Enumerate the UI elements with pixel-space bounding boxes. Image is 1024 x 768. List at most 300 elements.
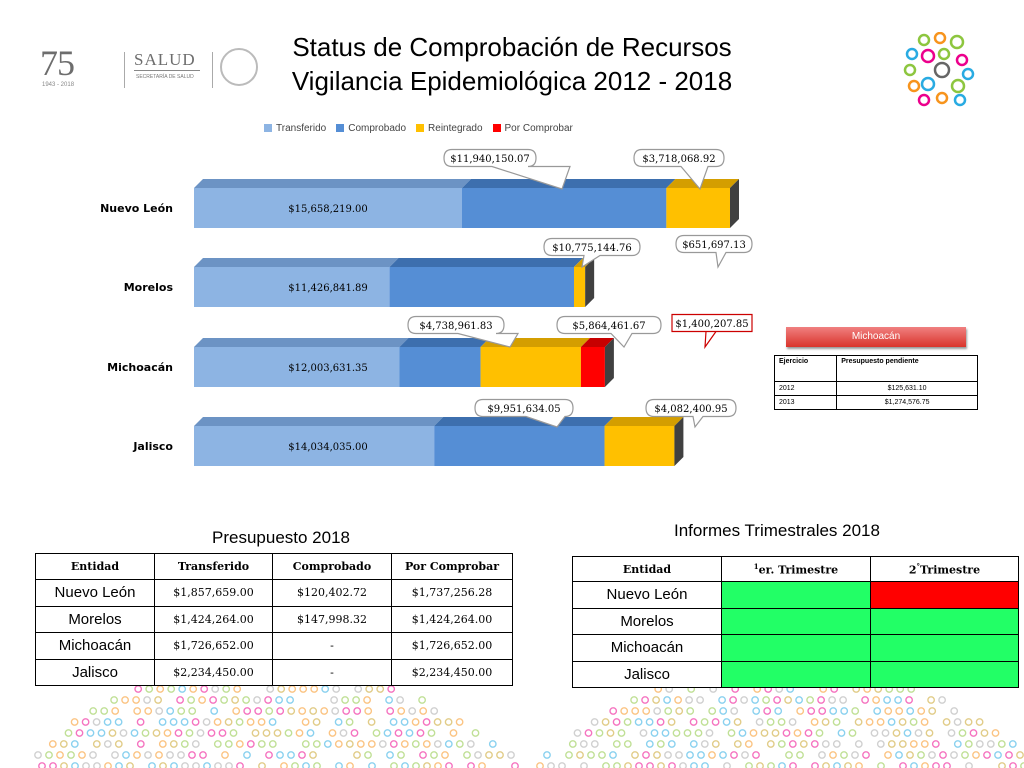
data-label: $651,697.13 — [682, 240, 746, 251]
decor-dot — [188, 697, 194, 703]
decor-dot — [812, 741, 818, 747]
decor-dot — [643, 708, 649, 714]
decor-dot — [237, 763, 243, 768]
decor-dot — [943, 719, 949, 725]
transferido-cell: $2,234,450.00 — [155, 659, 273, 686]
decor-dot — [581, 741, 587, 747]
table-header-row — [775, 356, 978, 382]
decor-dot — [179, 686, 185, 692]
decor-dot — [761, 730, 767, 736]
comprobado-cell: - — [273, 633, 392, 660]
decor-dot — [944, 763, 950, 768]
decor-dot — [833, 719, 839, 725]
decor-dot — [160, 741, 166, 747]
decor-dot — [401, 719, 407, 725]
decor-dot — [907, 708, 913, 714]
decor-dot — [226, 763, 232, 768]
legend-label: Comprobado — [348, 122, 407, 134]
status-cell — [871, 661, 1019, 688]
entidad-cell: Michoacán — [36, 633, 155, 660]
decor-dot — [390, 719, 396, 725]
decor-dot — [669, 741, 675, 747]
decor-dot — [263, 730, 269, 736]
decor-dot — [805, 730, 811, 736]
decor-dot — [111, 697, 117, 703]
decor-dot — [834, 741, 840, 747]
decor-dot — [210, 697, 216, 703]
decor-dot — [87, 730, 93, 736]
decor-dot — [431, 708, 437, 714]
comprobado-cell: - — [273, 659, 392, 686]
decor-dot — [724, 763, 730, 768]
decor-dot — [368, 719, 374, 725]
decor-dot — [322, 686, 328, 692]
decor-dot — [215, 763, 221, 768]
decor-dot — [347, 763, 353, 768]
decor-dot — [243, 697, 249, 703]
decor-dot — [395, 730, 401, 736]
entidad-cell: Morelos — [36, 606, 155, 633]
decor-dot — [746, 763, 752, 768]
decor-dot — [977, 741, 983, 747]
decor-dot — [208, 730, 214, 736]
decor-dot — [270, 741, 276, 747]
decor-dot — [668, 719, 674, 725]
decor-dot — [559, 763, 565, 768]
page-title-line2: Vigilancia Epidemiológica 2012 - 2018 — [291, 66, 733, 96]
decor-dot — [178, 752, 184, 758]
decor-dot — [741, 697, 747, 703]
decor-dot — [109, 730, 115, 736]
decor-dot — [819, 708, 825, 714]
decor-dot — [475, 752, 481, 758]
amount-cell: $125,631.10 — [837, 382, 978, 396]
decor-dot — [138, 741, 144, 747]
decor-dot — [343, 708, 349, 714]
decor-dot — [709, 752, 715, 758]
decor-dot — [39, 763, 45, 768]
decor-dot — [160, 763, 166, 768]
decor-dot — [818, 697, 824, 703]
decor-dot — [742, 752, 748, 758]
decor-dot — [720, 708, 726, 714]
decor-dot — [230, 730, 236, 736]
decor-dot — [413, 741, 419, 747]
decor-dot — [157, 686, 163, 692]
decor-dot — [259, 763, 265, 768]
decor-dot — [992, 730, 998, 736]
decor-dot — [127, 763, 133, 768]
decor-dot — [830, 752, 836, 758]
decor-dot — [445, 719, 451, 725]
decor-dot — [999, 763, 1005, 768]
decor-dot — [911, 763, 917, 768]
decor-dot — [635, 719, 641, 725]
decor-dot — [691, 763, 697, 768]
column-header: Comprobado — [273, 554, 392, 580]
decor-dot — [332, 708, 338, 714]
decor-dot — [171, 763, 177, 768]
decor-dot — [731, 752, 737, 758]
decor-dot — [406, 730, 412, 736]
legend-label: Transferido — [276, 122, 327, 134]
decor-dot — [365, 708, 371, 714]
decor-dot — [94, 763, 100, 768]
decor-dot — [885, 708, 891, 714]
decor-dot — [340, 730, 346, 736]
decor-dot — [874, 708, 880, 714]
decor-dot — [171, 741, 177, 747]
decor-dot — [915, 730, 921, 736]
decor-dot — [347, 741, 353, 747]
decor-dot — [46, 752, 52, 758]
category-label: Morelos — [123, 281, 173, 294]
data-label: $5,864,461.67 — [572, 321, 646, 332]
decor-dot — [76, 730, 82, 736]
decor-dot — [269, 719, 275, 725]
decor-dot — [314, 763, 320, 768]
decor-dot — [65, 730, 71, 736]
michoacan-pending-table — [774, 355, 978, 410]
decor-dot — [631, 697, 637, 703]
column-header: Entidad — [573, 557, 722, 582]
decor-dot — [93, 719, 99, 725]
por-comprobar-cell: $1,726,652.00 — [392, 633, 513, 660]
decor-dot — [112, 708, 118, 714]
decor-dot — [863, 752, 869, 758]
decor-dot — [653, 697, 659, 703]
entidad-cell: Michoacán — [573, 635, 722, 662]
informes-title: Informes Trimestrales 2018 — [674, 521, 880, 540]
legend-label: Por Comprobar — [504, 122, 573, 134]
decor-dot — [50, 741, 56, 747]
table-row — [573, 608, 1019, 635]
decor-dot — [346, 719, 352, 725]
decor-dot — [588, 752, 594, 758]
decor-dot — [654, 752, 660, 758]
decor-dot — [302, 719, 308, 725]
legend-label: Reintegrado — [428, 122, 483, 134]
decor-dot — [706, 730, 712, 736]
column-header: Entidad — [36, 554, 155, 580]
decor-dot — [384, 730, 390, 736]
decor-dot — [866, 719, 872, 725]
decor-dot — [684, 730, 690, 736]
decor-dot — [490, 741, 496, 747]
decor-dot — [387, 708, 393, 714]
category-label: Jalisco — [133, 440, 173, 453]
decor-dot — [299, 708, 305, 714]
decor-dot — [581, 763, 587, 768]
decor-dot — [768, 763, 774, 768]
table-row — [573, 661, 1019, 688]
decor-dot — [353, 697, 359, 703]
transferido-cell: $1,857,659.00 — [155, 580, 273, 607]
decor-dot — [922, 763, 928, 768]
decor-dot — [877, 719, 883, 725]
category-label: Nuevo León — [100, 202, 173, 215]
year-cell: 2013 — [775, 396, 837, 410]
decor-dot — [911, 741, 917, 747]
decor-dot — [829, 697, 835, 703]
decor-dot — [233, 708, 239, 714]
decor-dot — [135, 686, 141, 692]
decor-dot — [852, 752, 858, 758]
column-header: 2°Trimestre — [871, 557, 1019, 582]
transferido-cell: $1,726,652.00 — [155, 633, 273, 660]
decor-dot — [94, 741, 100, 747]
decor-dot — [731, 708, 737, 714]
decor-dot — [307, 730, 313, 736]
bar-segment — [399, 347, 480, 387]
decor-dot — [281, 763, 287, 768]
decor-dot — [468, 763, 474, 768]
decor-dot — [713, 741, 719, 747]
decor-dot — [289, 686, 295, 692]
data-label: $14,034,035.00 — [288, 442, 368, 453]
decor-dot — [120, 730, 126, 736]
decor-dot — [435, 741, 441, 747]
decor-dot — [973, 752, 979, 758]
status-cell — [871, 582, 1019, 609]
decor-dot — [90, 708, 96, 714]
decor-dot — [201, 686, 207, 692]
decor-dot — [300, 686, 306, 692]
decor-dot — [214, 719, 220, 725]
decor-dot — [647, 763, 653, 768]
data-label: $1,400,207.85 — [675, 319, 749, 330]
status-cell — [722, 635, 871, 662]
decor-dot — [354, 752, 360, 758]
data-label: $4,738,961.83 — [419, 321, 493, 332]
decor-dot — [933, 763, 939, 768]
decor-dot — [199, 697, 205, 703]
decor-dot — [314, 741, 320, 747]
decor-dot — [397, 697, 403, 703]
decor-dot — [548, 763, 554, 768]
decor-dot — [420, 752, 426, 758]
table-row — [36, 633, 513, 660]
decor-dot — [333, 686, 339, 692]
decor-dot — [928, 697, 934, 703]
decor-dot — [816, 730, 822, 736]
decor-dot — [763, 697, 769, 703]
decor-dot — [669, 763, 675, 768]
decor-dot — [144, 697, 150, 703]
decor-dot — [1010, 741, 1016, 747]
decor-dot — [342, 697, 348, 703]
decor-dot — [355, 686, 361, 692]
decor-dot — [193, 763, 199, 768]
decor-dot — [265, 697, 271, 703]
decor-dot — [614, 763, 620, 768]
decor-dot — [907, 752, 913, 758]
decor-dot — [767, 719, 773, 725]
decor-dot — [133, 697, 139, 703]
bar-segment — [462, 188, 666, 228]
decor-dot — [72, 763, 78, 768]
decor-dot — [797, 708, 803, 714]
entidad-cell: Nuevo León — [36, 580, 155, 607]
decor-dot — [278, 686, 284, 692]
decor-dot — [774, 697, 780, 703]
table-row — [36, 659, 513, 686]
decor-dot — [955, 741, 961, 747]
bar-top-face — [605, 417, 684, 426]
category-label: Michoacán — [107, 361, 173, 374]
decor-dot — [895, 697, 901, 703]
column-header: Por Comprobar — [392, 554, 513, 580]
decor-dot — [596, 730, 602, 736]
decor-dot — [691, 741, 697, 747]
decor-dot — [966, 741, 972, 747]
decor-dot — [167, 708, 173, 714]
decor-dot — [200, 752, 206, 758]
decor-dot — [929, 708, 935, 714]
decor-dot — [277, 708, 283, 714]
column-header: $^1$er. Trimestre — [722, 557, 871, 582]
decor-dot — [446, 763, 452, 768]
decor-dot — [79, 752, 85, 758]
decor-dot — [878, 763, 884, 768]
decor-dot — [981, 730, 987, 736]
decor-dot — [391, 741, 397, 747]
decor-dot — [686, 697, 692, 703]
decor-dot — [303, 763, 309, 768]
decor-dot — [388, 686, 394, 692]
decor-dot — [247, 719, 253, 725]
decor-dot — [940, 752, 946, 758]
table-header-row — [573, 557, 1019, 582]
decor-dot — [413, 763, 419, 768]
decor-dot — [999, 741, 1005, 747]
decor-dot — [841, 752, 847, 758]
table-row — [775, 396, 978, 410]
decor-dot — [807, 697, 813, 703]
decor-dot — [775, 708, 781, 714]
decor-dot — [373, 730, 379, 736]
decor-dot — [785, 697, 791, 703]
circles-logo-icon — [902, 32, 978, 108]
decor-dot — [900, 741, 906, 747]
decor-dot — [1006, 752, 1012, 758]
status-cell — [722, 661, 871, 688]
bar-top-face — [194, 258, 399, 267]
decor-dot — [276, 697, 282, 703]
entidad-cell: Jalisco — [36, 659, 155, 686]
bar-segment — [666, 188, 730, 228]
bar-top-face — [194, 179, 471, 188]
data-label: $11,426,841.89 — [288, 283, 368, 294]
decor-dot — [335, 719, 341, 725]
decor-dot — [830, 708, 836, 714]
page-title-line1: Status de Comprobación de Recursos — [292, 32, 732, 62]
decor-dot — [310, 752, 316, 758]
decor-dot — [234, 686, 240, 692]
decor-dot — [354, 708, 360, 714]
decor-dot — [387, 752, 393, 758]
decor-dot — [310, 708, 316, 714]
status-cell — [722, 582, 871, 609]
table-row — [573, 635, 1019, 662]
logo-75-number: 75 — [40, 43, 74, 83]
decor-dot — [423, 719, 429, 725]
decor-dot — [570, 741, 576, 747]
decor-dot — [1010, 763, 1016, 768]
presupuesto-title: Presupuesto 2018 — [212, 528, 350, 547]
decor-dot — [632, 708, 638, 714]
decor-dot — [632, 752, 638, 758]
decor-dot — [434, 719, 440, 725]
decor-dot — [849, 730, 855, 736]
decor-dot — [223, 686, 229, 692]
decor-dot — [146, 686, 152, 692]
decor-dot — [921, 719, 927, 725]
bar-top-face — [194, 338, 408, 347]
decor-dot — [190, 686, 196, 692]
decor-dot — [801, 741, 807, 747]
table-row — [36, 606, 513, 633]
decor-dot — [779, 763, 785, 768]
decor-dot — [643, 752, 649, 758]
decor-dot — [57, 752, 63, 758]
decor-dot — [377, 686, 383, 692]
decor-dot — [537, 763, 543, 768]
decor-dot — [871, 730, 877, 736]
decor-dot — [772, 730, 778, 736]
decor-dot — [625, 763, 631, 768]
decor-dot — [398, 708, 404, 714]
decor-dot — [840, 697, 846, 703]
decor-dot — [311, 686, 317, 692]
decor-dot — [486, 752, 492, 758]
decor-dot — [658, 741, 664, 747]
column-header: Ejercicio — [775, 356, 837, 382]
decor-dot — [189, 752, 195, 758]
decor-dot — [285, 730, 291, 736]
decor-dot — [884, 697, 890, 703]
decor-dot — [266, 752, 272, 758]
decor-dot — [170, 719, 176, 725]
decor-dot — [398, 752, 404, 758]
decor-dot — [50, 763, 56, 768]
bar-segment — [581, 347, 605, 387]
decor-dot — [456, 719, 462, 725]
data-label: $12,003,631.35 — [288, 363, 368, 374]
table-header-row — [36, 554, 513, 580]
year-cell: 2012 — [775, 382, 837, 396]
table-row — [775, 382, 978, 396]
decor-dot — [292, 763, 298, 768]
logo-subtitle: SECRETARÍA DE SALUD — [136, 74, 194, 80]
decor-dot — [189, 708, 195, 714]
decor-dot — [614, 741, 620, 747]
decor-dot — [680, 763, 686, 768]
decor-dot — [834, 763, 840, 768]
decor-dot — [365, 752, 371, 758]
decor-dot — [112, 752, 118, 758]
decor-dot — [237, 741, 243, 747]
decor-dot — [1017, 752, 1023, 758]
decor-dot — [796, 697, 802, 703]
entidad-cell: Morelos — [573, 608, 722, 635]
decor-dot — [142, 730, 148, 736]
decor-dot — [676, 708, 682, 714]
decor-dot — [366, 686, 372, 692]
comprobado-cell: $120,402.72 — [273, 580, 392, 607]
decor-dot — [687, 752, 693, 758]
decor-dot — [610, 708, 616, 714]
